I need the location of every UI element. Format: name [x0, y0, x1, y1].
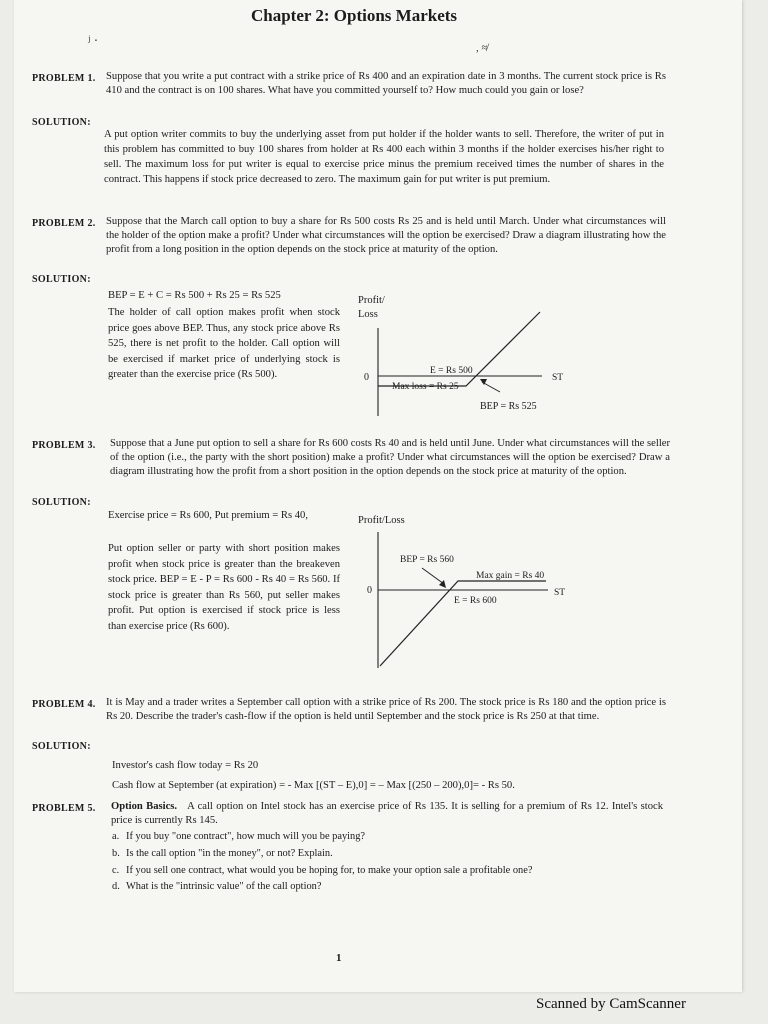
x-axis-label: ST	[552, 373, 564, 383]
problem-1-text: Suppose that you write a put contract with a strike price of Rs 400 and an expiration date in 3 months. The current stock price is Rs 410 and the contract is on 100 shares. What have you committed yourself to? How much could you gain or lose?	[106, 71, 666, 96]
list-item: c. If you sell one contract, what would you be hoping for, to make your option sale a profitable one?	[112, 865, 533, 876]
problem-2-text: Suppose that the March call option to buy a share for Rs 500 costs Rs 25 and is held until March. Under what circumstances will the holder of the option make a profit? Under what circumstances will the option be exercised? Draw a diagram illustrating how the profit from a long position in the option depends on the stock price at maturity of the option.	[106, 216, 666, 255]
problem-5-body: A call option on Intel stock has an exercise price of Rs 135. It is selling for a premium of Rs 12. Intel's stock price is currently Rs 145.	[111, 801, 663, 826]
exercise-price-label: E = Rs 600	[454, 596, 497, 606]
bep-formula: BEP = E + C = Rs 500 + Rs 25 = Rs 525	[108, 290, 281, 301]
short-put-diagram	[350, 508, 576, 670]
bep-label: BEP = Rs 560	[400, 555, 454, 565]
cash-flow-expiration: Cash flow at September (at expiration) = - Max [(ST – E),0] = – Max [(250 – 200),0]= - Rs 50.	[112, 780, 515, 791]
bep-arrow	[422, 568, 444, 584]
solution-3-label: SOLUTION:	[32, 497, 91, 508]
pen-mark: ʲ ·	[88, 34, 99, 49]
list-item: a. If you buy "one contract", how much will you be paying?	[112, 831, 366, 842]
list-item: d. What is the "intrinsic value" of the call option?	[112, 881, 322, 892]
scanner-footer: Scanned by CamScanner	[536, 996, 686, 1012]
solution-1-text: A put option writer commits to buy the underlying asset from put holder if the holder wants to sell. Therefore, the writer of put in this problem has committed to buy 100 shares from holder at Rs 400 each within 3 months if the holder exercises his/her right to sell. The maximum loss for put writer is equal to exercise price minus the premium received times the number of shares in the contract. This happens if stock price decreased to zero. The maximum gain for put writer is put premium.	[104, 129, 664, 185]
max-gain-label: Max gain = Rs 40	[476, 571, 545, 581]
problem-5-text	[111, 800, 663, 828]
solution-4-label: SOLUTION:	[32, 741, 91, 752]
y-axis-label: Profit/	[358, 295, 385, 306]
origin-label: 0	[367, 585, 372, 596]
cash-flow-today: Investor's cash flow today = Rs 20	[112, 760, 259, 771]
solution-2-text: The holder of call option makes profit when stock price goes above BEP. Thus, any stock price above Rs 525, there is net profit to the holder. Call option will be exercised if market price of underlying stock is greater than the exercise price (Rs 500).	[108, 307, 340, 381]
document-page	[14, 0, 742, 992]
y-axis-label: Profit/Loss	[358, 515, 405, 526]
problem-2-label: PROBLEM 2.	[32, 218, 96, 229]
problem-4-text: It is May and a trader writes a September call option with a strike price of Rs 200. The stock price is Rs 180 and the option price is Rs 20. Describe the trader's cash-flow if the option is held until September and the stock price is Rs 250 at that time.	[106, 697, 666, 722]
y-axis-label: Loss	[358, 309, 378, 320]
problem-1-label: PROBLEM 1.	[32, 73, 96, 84]
payoff-line	[380, 581, 546, 666]
bep-label: BEP = Rs 525	[480, 401, 537, 412]
exercise-price-label: E = Rs 500	[430, 366, 473, 376]
problem-4-label: PROBLEM 4.	[32, 699, 96, 710]
page-number: 1	[336, 952, 342, 964]
origin-label: 0	[364, 372, 369, 383]
pen-mark: , ≉	[476, 42, 488, 54]
problem-3-label: PROBLEM 3.	[32, 440, 96, 451]
long-call-diagram	[350, 288, 570, 420]
solution-3-text-2: Put option seller or party with short position makes profit when stock price is greater than the breakeven stock price. BEP = E - P = Rs 600 - Rs 40 = Rs 560. If stock price is greater than Rs 560, put seller makes profit. Put option is exercised if stock price is less than exercise price (Rs 600).	[108, 543, 340, 632]
solution-2-label: SOLUTION:	[32, 274, 91, 285]
list-item: b. Is the call option "in the money", or not? Explain.	[112, 848, 333, 859]
max-loss-label: Max loss = Rs 25	[392, 382, 459, 392]
solution-1-label: SOLUTION:	[32, 117, 91, 128]
x-axis-label: ST	[554, 588, 566, 598]
solution-3-text-1: Exercise price = Rs 600, Put premium = Rs 40,	[108, 510, 308, 521]
problem-5-label: PROBLEM 5.	[32, 803, 96, 814]
problem-5-heading: Option Basics.	[111, 801, 178, 812]
page-title: Chapter 2: Options Markets	[250, 6, 458, 25]
problem-3-text: Suppose that a June put option to sell a share for Rs 600 costs Rs 40 and is held until June. Under what circumstances will the seller of the option (i.e., the party with the short position) make a profit? Under what circumstances will the option be exercised? Draw a diagram illustrating how the profit from a short position in the option depends on the stock price at maturity of the option.	[110, 438, 670, 477]
